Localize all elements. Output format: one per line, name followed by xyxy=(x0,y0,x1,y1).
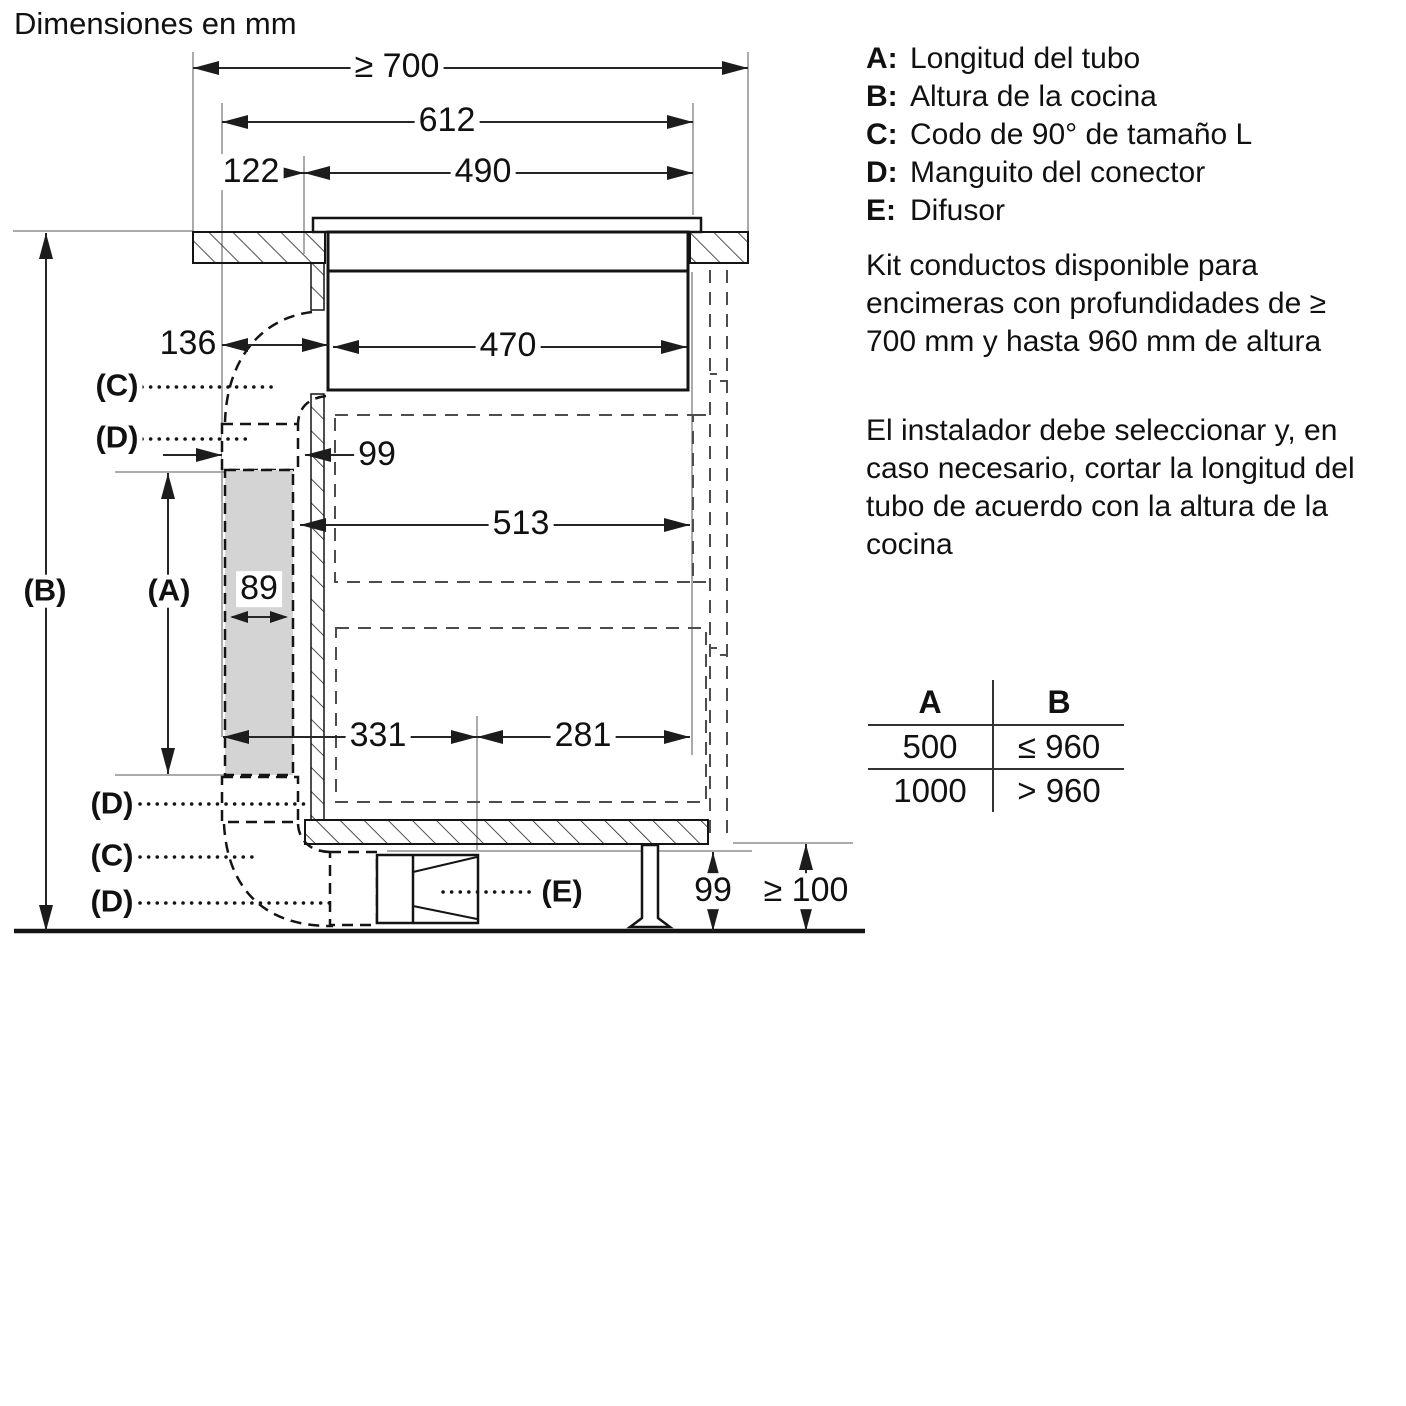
callout-d-upper: (D) xyxy=(91,422,142,455)
table-cell: ≤ 960 xyxy=(994,726,1124,770)
legend-label: Manguito del conector xyxy=(910,156,1206,189)
note-installer: El instalador debe seleccionar y, en caso necesario, cortar la longitud del tubo de acuerdo con la altura de la cocina xyxy=(866,414,1355,561)
legend xyxy=(866,40,1252,230)
legend-key: E: xyxy=(866,194,896,227)
legend-item xyxy=(866,192,1252,230)
dim-body-width-label: 470 xyxy=(476,328,541,364)
dim-left-inset-label: 122 xyxy=(219,154,284,190)
connector-sleeve-lower xyxy=(222,777,298,822)
cabinet-leg xyxy=(630,845,670,927)
table-cell: 1000 xyxy=(868,770,994,812)
cabinet-panel-upper xyxy=(311,263,324,310)
dim-hob-width-label: 612 xyxy=(415,103,480,139)
worktop-right xyxy=(690,232,748,263)
note-kit: Kit conductos disponible para encimeras con profundidades de ≥ 700 mm y hasta 960 mm de altura xyxy=(866,249,1327,358)
table-cell: > 960 xyxy=(1017,772,1101,809)
dim-split-left-label: 331 xyxy=(346,718,411,754)
cabinet-bottom-panel xyxy=(305,820,708,844)
legend-item xyxy=(866,78,1252,116)
callout-d-lower-2: (D) xyxy=(86,886,137,919)
callout-b: (B) xyxy=(19,575,70,608)
tube-length-table xyxy=(868,680,1124,812)
legend-label: Codo de 90° de tamaño L xyxy=(910,118,1253,151)
legend-item xyxy=(866,40,1252,78)
worktop-left xyxy=(193,232,325,263)
hob-glass xyxy=(313,218,701,232)
legend-item xyxy=(866,116,1252,154)
connector-sleeve-upper xyxy=(222,424,298,470)
dim-cutout-width-label: 490 xyxy=(451,154,516,190)
dim-split-right-label: 281 xyxy=(551,718,616,754)
elbow-upper-outer-arc xyxy=(225,312,312,422)
table-header-b: B xyxy=(994,680,1124,726)
dimension-arrowheads xyxy=(39,61,813,931)
callout-d-lower-1: (D) xyxy=(86,788,137,821)
diffuser-box xyxy=(377,855,478,923)
dim-inner-width-label: 513 xyxy=(489,506,554,542)
legend-key: A: xyxy=(866,42,898,75)
table-header-a: A xyxy=(868,680,994,726)
legend-label: Difusor xyxy=(910,194,1006,227)
page-title: Dimensiones en mm xyxy=(14,6,297,41)
duct-section-lower xyxy=(330,852,377,925)
callout-e: (E) xyxy=(537,876,586,909)
duct-joint-marks xyxy=(710,374,727,655)
dim-duct-offset-label: 136 xyxy=(156,326,221,362)
dim-duct-depth-label: 99 xyxy=(354,437,400,473)
legend-key: B: xyxy=(866,80,898,113)
callout-c-upper: (C) xyxy=(91,370,142,403)
callout-c-lower: (C) xyxy=(86,840,137,873)
legend-label: Longitud del tubo xyxy=(910,42,1141,75)
legend-label: Altura de la cocina xyxy=(910,80,1157,113)
dim-top-width-label: ≥ 700 xyxy=(351,49,444,85)
dim-floor-clearance-label: ≥ 100 xyxy=(760,873,853,909)
legend-key: C: xyxy=(866,118,898,151)
dim-tube-width-label: 89 xyxy=(236,571,282,607)
tube xyxy=(225,470,293,775)
dim-plinth-height-label: 99 xyxy=(690,873,736,909)
table-cell: 500 xyxy=(868,726,994,770)
legend-item xyxy=(866,154,1252,192)
legend-key: D: xyxy=(866,156,898,189)
solid-structures xyxy=(14,218,865,931)
callout-a: (A) xyxy=(143,575,194,608)
hob-body xyxy=(328,232,688,390)
